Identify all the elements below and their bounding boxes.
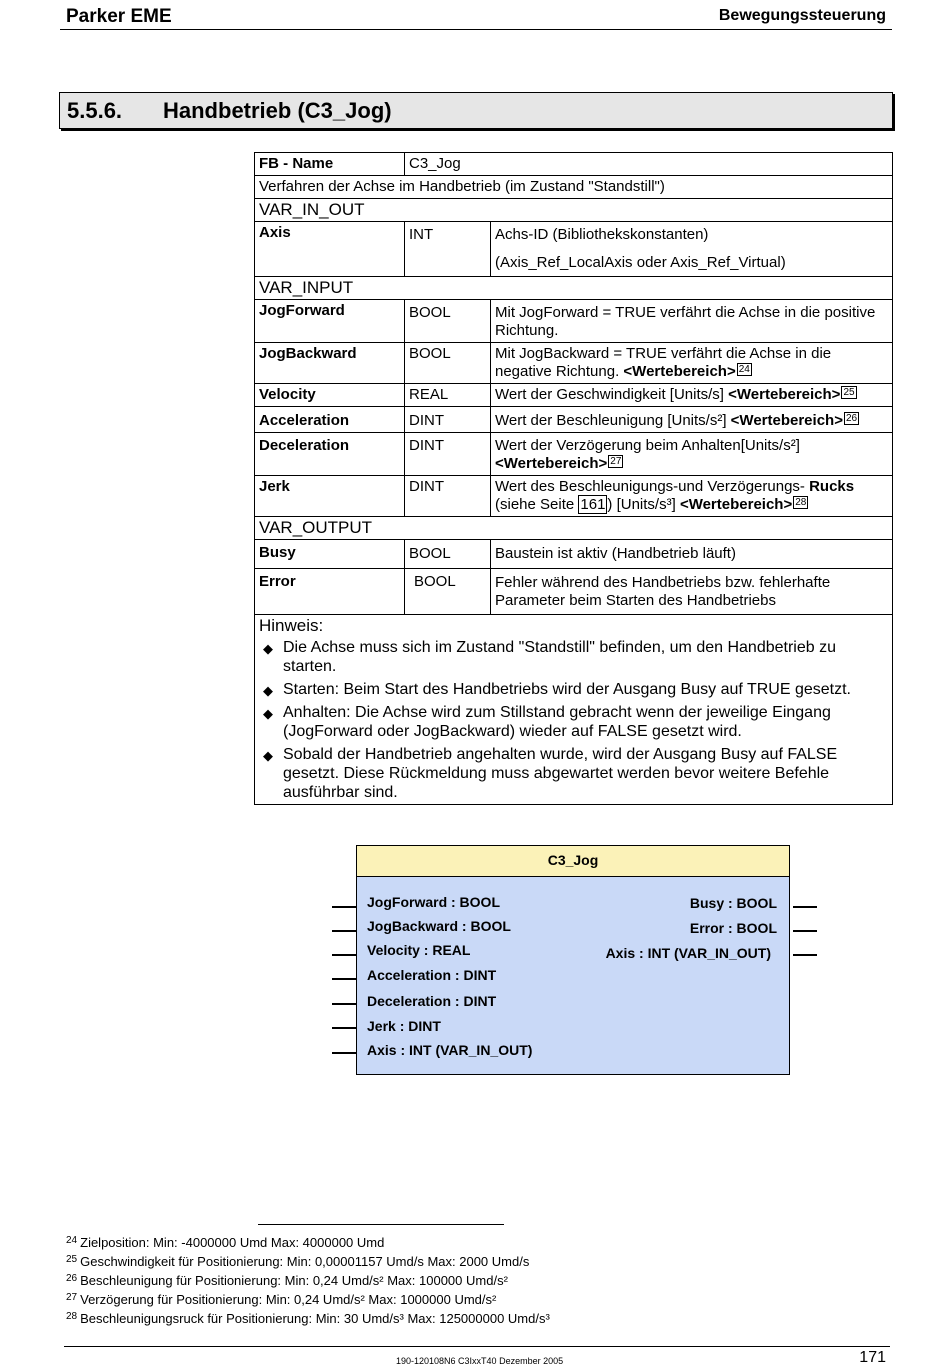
acceleration-type: DINT	[405, 407, 491, 433]
bullet-diamond-icon: ◆	[263, 748, 273, 763]
input-wire	[332, 1027, 356, 1029]
jogbackward-name: JogBackward	[255, 343, 405, 384]
velocity-name: Velocity	[255, 384, 405, 407]
input-wire	[332, 1052, 356, 1054]
table-row	[255, 300, 893, 343]
var-input-heading: VAR_INPUT	[255, 277, 893, 300]
output-wire	[793, 930, 817, 932]
list-item	[259, 745, 888, 802]
table-row	[255, 153, 893, 176]
acceleration-name: Acceleration	[255, 407, 405, 433]
fb-name-label: FB - Name	[255, 153, 405, 176]
notes-list	[259, 638, 888, 802]
footnote	[66, 1289, 550, 1308]
acceleration-desc-cell	[491, 407, 893, 433]
footnote	[66, 1251, 550, 1270]
output-pin: Busy : BOOL	[689, 895, 777, 911]
footnote-ref[interactable]: 27	[610, 456, 622, 467]
bullet-diamond-icon: ◆	[263, 641, 273, 656]
axis-name: Axis	[255, 222, 405, 277]
deceleration-desc-cell	[491, 433, 893, 476]
jogforward-name: JogForward	[255, 300, 405, 343]
var-output-heading: VAR_OUTPUT	[255, 517, 893, 540]
value-range-label: <Wertebereich>	[679, 496, 793, 513]
velocity-desc-cell	[491, 384, 893, 407]
table-row	[255, 277, 893, 300]
header-rule	[60, 29, 892, 30]
velocity-type: REAL	[405, 384, 491, 407]
input-wire	[332, 1003, 356, 1005]
axis-desc: Achs-ID (Bibliothekskonstanten)	[491, 222, 893, 247]
jogforward-desc: Mit JogForward = TRUE verfährt die Achse in die positive Richtung.	[491, 300, 893, 343]
input-wire	[332, 954, 356, 956]
fb-name-value: C3_Jog	[405, 153, 893, 176]
value-range-label: <Wertebereich>	[730, 412, 843, 429]
table-row	[255, 517, 893, 540]
notes-cell	[255, 615, 893, 805]
busy-desc: Baustein ist aktiv (Handbetrieb läuft)	[491, 540, 893, 569]
error-name: Error	[255, 569, 405, 615]
input-wire	[332, 930, 356, 932]
note-text: Die Achse muss sich im Zustand "Standstill" befinden, um den Handbetrieb zu starten.	[283, 639, 836, 675]
footnotes	[66, 1232, 550, 1327]
footnote-text: Beschleunigung für Positionierung: Min: 0,24 Umd/s² Max: 100000 Umd/s²	[80, 1273, 508, 1288]
function-block-table	[254, 152, 893, 805]
footnote-text: Geschwindigkeit für Positionierung: Min: 0,00001157 Umd/s Max: 2000 Umd/s	[80, 1254, 530, 1269]
empty-cell	[405, 246, 491, 277]
acceleration-desc: Wert der Beschleunigung [Units/s²]	[495, 412, 727, 429]
bullet-diamond-icon: ◆	[263, 683, 273, 698]
footnote-number: 25	[66, 1254, 78, 1265]
footnote	[66, 1308, 550, 1327]
output-wire	[793, 906, 817, 908]
value-range-label: <Wertebereich>	[495, 455, 608, 472]
error-type: BOOL	[405, 569, 491, 615]
fb-description: Verfahren der Achse im Handbetrieb (im Zustand "Standstill")	[255, 176, 893, 199]
deceleration-desc: Wert der Verzögerung beim Anhalten[Units/s²]	[495, 437, 800, 454]
header-chapter: Bewegungssteuerung	[718, 7, 886, 24]
section-number: 5.5.6.	[67, 98, 123, 123]
table-row	[255, 384, 893, 407]
input-wire	[332, 978, 356, 980]
note-text: Anhalten: Die Achse wird zum Stillstand gebracht wenn der jeweilige Eingang (JogForward oder JogBackward) wieder auf FALSE gesetzt wird.	[283, 704, 831, 740]
table-row	[255, 540, 893, 569]
input-wire	[332, 906, 356, 908]
bullet-diamond-icon: ◆	[263, 706, 273, 721]
jogbackward-desc-cell	[491, 343, 893, 384]
error-desc: Fehler während des Handbetriebs bzw. fehlerhafte Parameter beim Starten des Handbetriebs	[491, 569, 893, 615]
header-company: Parker EME	[66, 6, 172, 27]
jerk-desc-see: (siehe Seite	[495, 496, 575, 513]
input-pin: Axis : INT (VAR_IN_OUT)	[367, 1042, 533, 1058]
footnote-text: Verzögerung für Positionierung: Min: 0,24 Umd/s² Max: 1000000 Umd/s²	[80, 1292, 497, 1307]
page-ref-link[interactable]: 161	[580, 496, 606, 513]
table-row	[255, 343, 893, 384]
function-block-diagram	[356, 845, 790, 1075]
input-pin: Velocity : REAL	[367, 942, 471, 958]
input-pin: Deceleration : DINT	[367, 993, 497, 1009]
axis-type: INT	[405, 222, 491, 247]
note-text: Starten: Beim Start des Handbetriebs wird der Ausgang Busy auf TRUE gesetzt.	[283, 681, 851, 698]
footer-doc-id: 190-120108N6 C3IxxT40 Dezember 2005	[396, 1356, 564, 1366]
velocity-desc: Wert der Geschwindigkeit [Units/s]	[495, 386, 724, 403]
footnote-number: 28	[66, 1311, 78, 1322]
busy-name: Busy	[255, 540, 405, 569]
value-range-label: <Wertebereich>	[623, 363, 736, 380]
input-pin: Jerk : DINT	[367, 1018, 441, 1034]
footer-rule	[64, 1346, 890, 1347]
footnote-ref[interactable]: 25	[843, 387, 855, 398]
table-row	[255, 176, 893, 199]
output-pin: Axis : INT (VAR_IN_OUT)	[605, 945, 771, 961]
footnote	[66, 1270, 550, 1289]
footnote-ref[interactable]: 24	[738, 364, 750, 375]
deceleration-type: DINT	[405, 433, 491, 476]
value-range-label: <Wertebereich>	[728, 386, 841, 403]
input-pin: Acceleration : DINT	[367, 967, 497, 983]
table-row	[255, 407, 893, 433]
jerk-desc-cell	[491, 476, 893, 517]
table-row	[255, 476, 893, 517]
footnote-number: 24	[66, 1235, 78, 1246]
deceleration-name: Deceleration	[255, 433, 405, 476]
output-pin: Error : BOOL	[689, 920, 777, 936]
footnote-text: Beschleunigungsruck für Positionierung: Min: 30 Umd/s³ Max: 125000000 Umd/s³	[80, 1311, 550, 1326]
input-pin: JogBackward : BOOL	[367, 918, 511, 934]
page-number: 171	[859, 1349, 886, 1366]
jogforward-type: BOOL	[405, 300, 491, 343]
jerk-desc-units: ) [Units/s³]	[607, 496, 676, 513]
table-row	[255, 433, 893, 476]
note-text: Sobald der Handbetrieb angehalten wurde, wird der Ausgang Busy auf FALSE gesetzt. Diese Rückmeldung muss abgewartet werden bevor weitere Befehle ausführbar sind.	[283, 746, 838, 801]
section-title: Handbetrieb (C3_Jog)	[163, 98, 392, 123]
table-row	[255, 222, 893, 247]
axis-desc-2: (Axis_Ref_LocalAxis oder Axis_Ref_Virtual)	[491, 246, 893, 277]
busy-type: BOOL	[405, 540, 491, 569]
section-heading	[59, 92, 893, 129]
footnote-ref[interactable]: 26	[845, 413, 858, 424]
list-item	[259, 680, 888, 699]
table-row	[255, 199, 893, 222]
footnote	[66, 1232, 550, 1251]
footnote-ref[interactable]: 28	[795, 497, 807, 508]
notes-title: Hinweis:	[259, 616, 324, 635]
table-row	[255, 615, 893, 805]
footnote-text: Zielposition: Min: -4000000 Umd Max: 4000000 Umd	[80, 1235, 385, 1250]
footnote-rule	[258, 1224, 504, 1225]
list-item	[259, 638, 888, 676]
block-title: C3_Jog	[357, 846, 789, 877]
jerk-name: Jerk	[255, 476, 405, 517]
jerk-type: DINT	[405, 476, 491, 517]
jogbackward-desc: Mit JogBackward = TRUE verfährt die Achse in die negative Richtung.	[495, 345, 832, 380]
input-pin: JogForward : BOOL	[367, 894, 500, 910]
jerk-desc-bold: Rucks	[809, 478, 855, 495]
footnote-number: 27	[66, 1292, 78, 1303]
jerk-desc: Wert des Beschleunigungs-und Verzögerungs-	[495, 478, 805, 495]
table-row	[255, 569, 893, 615]
output-wire	[793, 954, 817, 956]
var-in-out-heading: VAR_IN_OUT	[255, 199, 893, 222]
list-item	[259, 703, 888, 741]
jogbackward-type: BOOL	[405, 343, 491, 384]
footnote-number: 26	[66, 1273, 78, 1284]
